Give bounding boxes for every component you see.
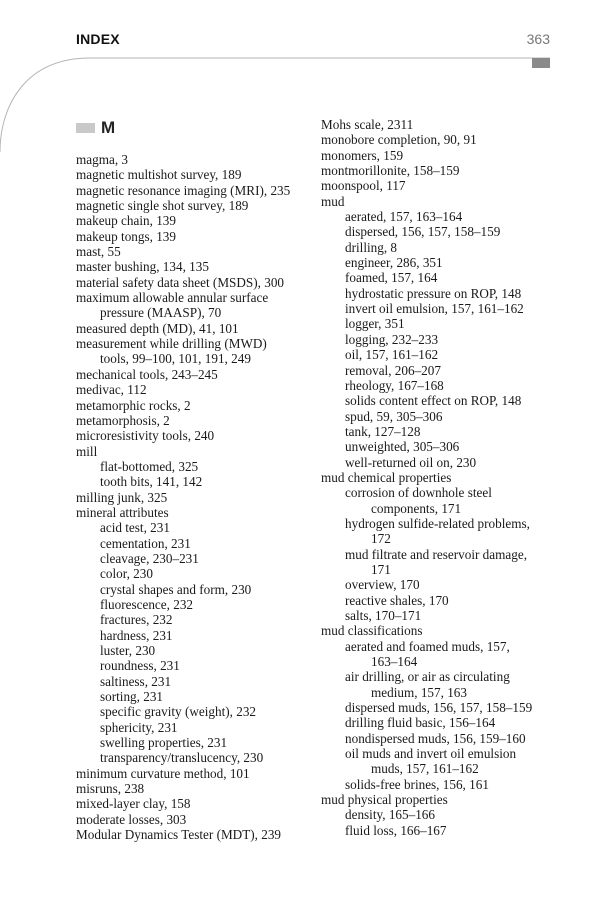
index-subentry: saltiness, 231: [100, 673, 172, 689]
index-subentry: luster, 230: [100, 643, 156, 658]
index-subentry: color, 230: [100, 566, 153, 582]
index-subentry: well-returned oil on, 230: [345, 454, 477, 470]
index-entry: montmorillonite, 158–159: [321, 163, 460, 179]
index-subentry: unweighted, 305–306: [345, 439, 460, 455]
index-subentry: roundness, 231: [100, 658, 180, 674]
index-entry: magnetic single shot survey, 189: [76, 198, 249, 214]
index-entry: metamorphic rocks, 2: [76, 397, 191, 413]
index-entry: mixed-layer clay, 158: [76, 796, 191, 812]
index-subentry: pressure (MAASP), 70: [100, 305, 222, 321]
index-entry: microresistivity tools, 240: [76, 428, 215, 444]
index-subentry: corrosion of downhole steel: [345, 485, 492, 501]
index-subentry: hydrogen sulfide-related problems,: [345, 515, 530, 531]
page-number: 363: [526, 31, 550, 47]
index-entry: minimum curvature method, 101: [76, 765, 250, 781]
index-entry: magnetic multishot survey, 189: [76, 167, 242, 183]
index-subentry: specific gravity (weight), 232: [100, 704, 257, 720]
index-subentry: sphericity, 231: [100, 719, 178, 735]
index-subentry: hydrostatic pressure on ROP, 148: [345, 285, 522, 301]
index-entry: makeup tongs, 139: [76, 228, 176, 244]
index-subentry: density, 165–166: [345, 807, 435, 823]
index-subentry: dispersed, 156, 157, 158–159: [345, 224, 501, 240]
index-subentry: transparency/translucency, 230: [100, 750, 264, 766]
index-entry: milling junk, 325: [76, 489, 168, 505]
index-entry: mill: [76, 443, 98, 459]
index-subentry: fluid loss, 166–167: [345, 822, 447, 838]
index-subentry: 163–164: [371, 654, 418, 670]
index-subentry: medium, 157, 163: [371, 684, 467, 700]
index-subentry: salts, 170–171: [345, 608, 422, 623]
index-subentry: logging, 232–233: [345, 331, 439, 347]
index-subentry: invert oil emulsion, 157, 161–162: [345, 301, 524, 317]
index-entry: measured depth (MD), 41, 101: [76, 320, 239, 336]
index-subentry: cementation, 231: [100, 535, 191, 551]
index-entry: magma, 3: [76, 152, 129, 167]
index-subentry: sorting, 231: [100, 689, 164, 705]
index-entry: monobore completion, 90, 91: [321, 132, 477, 148]
index-subentry: air drilling, or air as circulating: [345, 669, 510, 685]
index-subentry: oil muds and invert oil emulsion: [345, 746, 517, 762]
index-subentry: reactive shales, 170: [345, 592, 449, 608]
index-entry: measurement while drilling (MWD): [76, 336, 267, 352]
index-subentry: logger, 351: [345, 316, 405, 332]
index-entry: metamorphosis, 2: [76, 412, 170, 428]
section-letter: M: [101, 118, 116, 137]
index-subentry: nondispersed muds, 156, 159–160: [345, 730, 526, 746]
index-subentry: drilling fluid basic, 156–164: [345, 715, 496, 731]
index-subentry: solids-free brines, 156, 161: [345, 776, 489, 792]
index-entry: maximum allowable annular surface: [76, 290, 269, 306]
index-subentry: spud, 59, 305–306: [345, 408, 443, 424]
index-subentry: crystal shapes and form, 230: [100, 581, 252, 597]
index-column-left: [76, 152, 312, 842]
index-subentry: drilling, 8: [345, 239, 398, 255]
index-entry: mud classifications: [321, 623, 423, 639]
index-subentry: tooth bits, 141, 142: [100, 474, 203, 490]
index-entry: mud: [321, 193, 345, 209]
index-subentry: oil, 157, 161–162: [345, 347, 439, 363]
index-entry: monomers, 159: [321, 147, 404, 163]
index-subentry: flat-bottomed, 325: [100, 458, 199, 474]
index-subentry: 171: [371, 561, 391, 577]
index-entry: misruns, 238: [76, 781, 145, 797]
header-corner-block: [532, 58, 550, 68]
index-subentry: tools, 99–100, 101, 191, 249: [100, 351, 251, 367]
index-subentry: mud filtrate and reservoir damage,: [345, 546, 527, 562]
index-entry: mineral attributes: [76, 504, 169, 520]
index-entry: makeup chain, 139: [76, 213, 176, 229]
index-subentry: aerated, 157, 163–164: [345, 209, 463, 225]
index-entry: medivac, 112: [76, 382, 147, 398]
index-subentry: overview, 170: [345, 577, 420, 593]
section-heading: [76, 118, 115, 138]
index-entry: mud chemical properties: [321, 469, 452, 485]
section-marker-bar: [76, 123, 95, 133]
index-entry: master bushing, 134, 135: [76, 259, 209, 275]
index-subentry: swelling properties, 231: [100, 735, 228, 751]
index-subentry: hardness, 231: [100, 627, 173, 643]
index-subentry: fluorescence, 232: [100, 596, 194, 612]
index-entry: mechanical tools, 243–245: [76, 366, 218, 382]
index-subentry: rheology, 167–168: [345, 377, 444, 393]
index-subentry: dispersed muds, 156, 157, 158–159: [345, 700, 533, 716]
index-entry: mast, 55: [76, 244, 121, 260]
index-subentry: removal, 206–207: [345, 362, 441, 378]
index-entry: magnetic resonance imaging (MRI), 235: [76, 182, 291, 198]
index-subentry: components, 171: [371, 500, 462, 516]
index-subentry: muds, 157, 161–162: [371, 761, 479, 777]
index-subentry: tank, 127–128: [345, 423, 421, 439]
index-subentry: cleavage, 230–231: [100, 550, 199, 566]
index-subentry: acid test, 231: [100, 520, 170, 536]
index-subentry: 172: [371, 531, 391, 547]
index-entry: mud physical properties: [321, 792, 448, 808]
index-subentry: engineer, 286, 351: [345, 255, 443, 271]
index-subentry: fractures, 232: [100, 612, 173, 628]
index-subentry: foamed, 157, 164: [345, 270, 438, 286]
running-header-title: INDEX: [76, 31, 120, 47]
index-entry: moderate losses, 303: [76, 811, 187, 827]
index-column-right: [321, 117, 553, 838]
index-entry: moonspool, 117: [321, 178, 406, 194]
index-subentry: solids content effect on ROP, 148: [345, 393, 522, 409]
index-subentry: aerated and foamed muds, 157,: [345, 638, 510, 654]
index-entry: Mohs scale, 2311: [321, 117, 414, 132]
index-entry: material safety data sheet (MSDS), 300: [76, 274, 285, 290]
index-entry: Modular Dynamics Tester (MDT), 239: [76, 827, 282, 843]
